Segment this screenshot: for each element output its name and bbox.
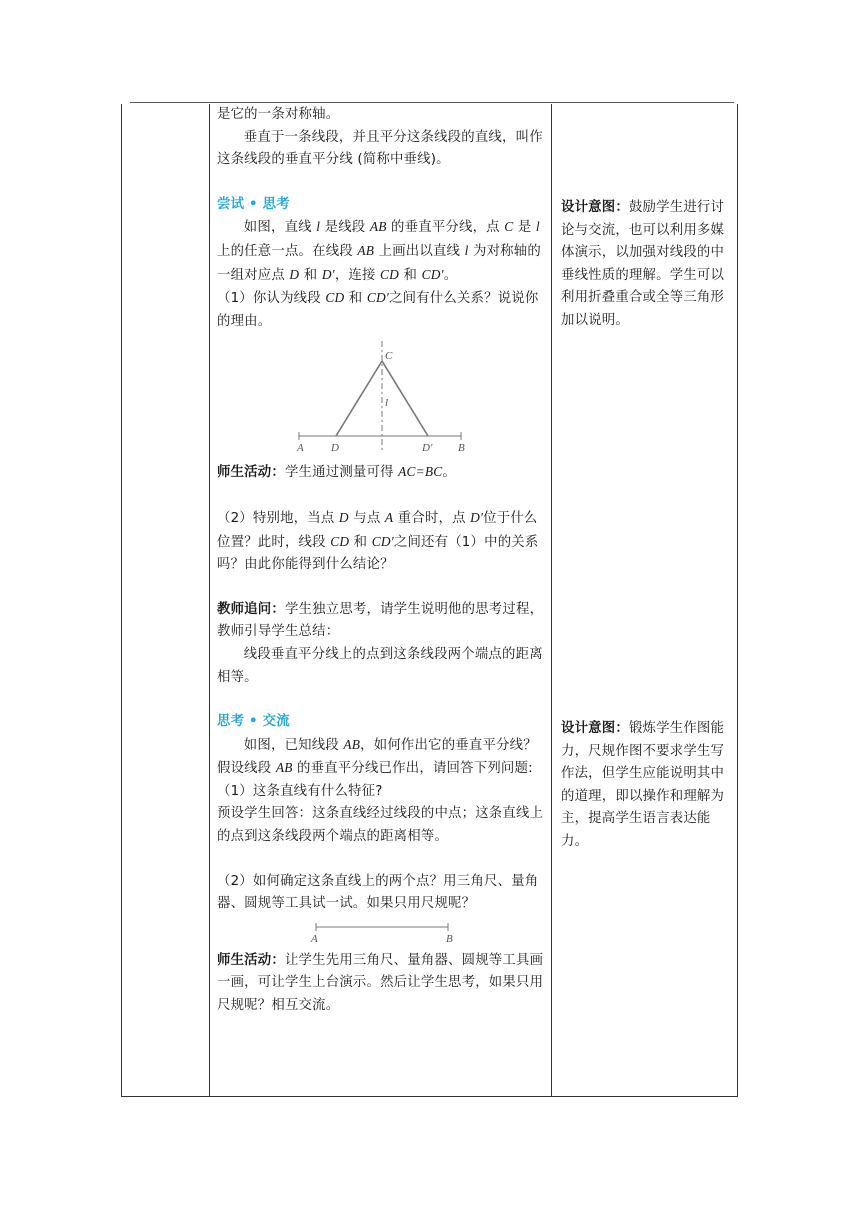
note2-text: 锻炼学生作图能力，尺规作图不要求学生写作法，但学生应能说明其中的道理，即以操作和理解为主，提高学生语言表达能力。	[561, 721, 725, 849]
question-1: （1）你认为线段 CD 和 CD′之间有什么关系？说说你的理由。	[217, 290, 539, 329]
label-d: D	[331, 442, 339, 455]
intro-line: 是它的一条对称轴。	[217, 107, 340, 122]
perpendicular-bisector-figure	[217, 341, 546, 461]
design-note-2	[561, 718, 733, 854]
header-rule	[130, 102, 734, 103]
column-divider-left	[209, 104, 210, 1097]
label-c: C	[385, 350, 393, 363]
expected-answer: 预设学生回答：这条直线经过线段的中点；这条直线上的点到这条线段两个端点的距离相等。	[217, 806, 544, 845]
note1-text: 鼓励学生进行讨论与交流，也可以利用多媒体演示，以加强对线段的中垂线性质的理解。学生可以利用折叠重合或全等三角形加以说明。	[561, 200, 725, 328]
label-b: B	[458, 442, 465, 455]
section-heading-think-discuss: 思考 • 交流	[217, 714, 290, 730]
conclusion: 线段垂直平分线上的点到这条线段两个端点的距离相等。	[217, 646, 543, 685]
section2-question-2: （2）如何确定这条直线上的两个点？用三角尺、量角器、圆规等工具试一试。如果只用尺规呢？	[217, 873, 539, 912]
teacher-followup: 教师追问：学生独立思考，请学生说明他的思考过程，教师引导学生总结：	[217, 601, 544, 640]
label-d-prime: D′	[422, 442, 433, 455]
design-note-1	[561, 197, 733, 333]
label-a: A	[297, 442, 304, 455]
note2-label: 设计意图：	[561, 721, 629, 736]
label-l: l	[385, 397, 389, 410]
definition-paragraph: 垂直于一条线段，并且平分这条线段的直线，叫作这条线段的垂直平分线 (简称中垂线)。	[217, 129, 543, 168]
section2-question-1: （1）这条直线有什么特征?	[217, 783, 383, 799]
construction-question: 如图，已知线段 AB，如何作出它的垂直平分线？假设线段 AB 的垂直平分线已作出，请回答下列问题:	[217, 736, 537, 777]
section-heading-try-think: 尝试 • 思考	[217, 196, 290, 212]
label-a2: A	[311, 932, 318, 945]
activity-2: 师生活动：让学生先用三角尺、量角器、圆规等工具画一画，可让学生上台演示。然后让学生思考，如果只用尺规呢？相互交流。	[217, 952, 544, 1014]
note1-label: 设计意图：	[561, 200, 629, 215]
column-divider-right	[551, 104, 552, 1097]
figure-description-paragraph: 如图，直线 l 是线段 AB 的垂直平分线，点 C 是 l 上的任意一点。在线段 AB 上画出以直线 l 为对称轴的一组对应点 D 和 D′，连接 CD 和 CD′。	[217, 219, 541, 283]
label-b2: B	[446, 932, 453, 945]
activity-1: 师生活动：学生通过测量可得 AC=BC。	[217, 464, 456, 481]
main-content-column	[217, 104, 546, 1018]
segment-ab-figure	[217, 920, 546, 946]
question-2: （2）特别地，当点 D 与点 A 重合时，点 D′位于什么位置？此时，线段 CD 和 CD′之间还有（1）中的关系吗？由此你能得到什么结论？	[217, 509, 539, 573]
